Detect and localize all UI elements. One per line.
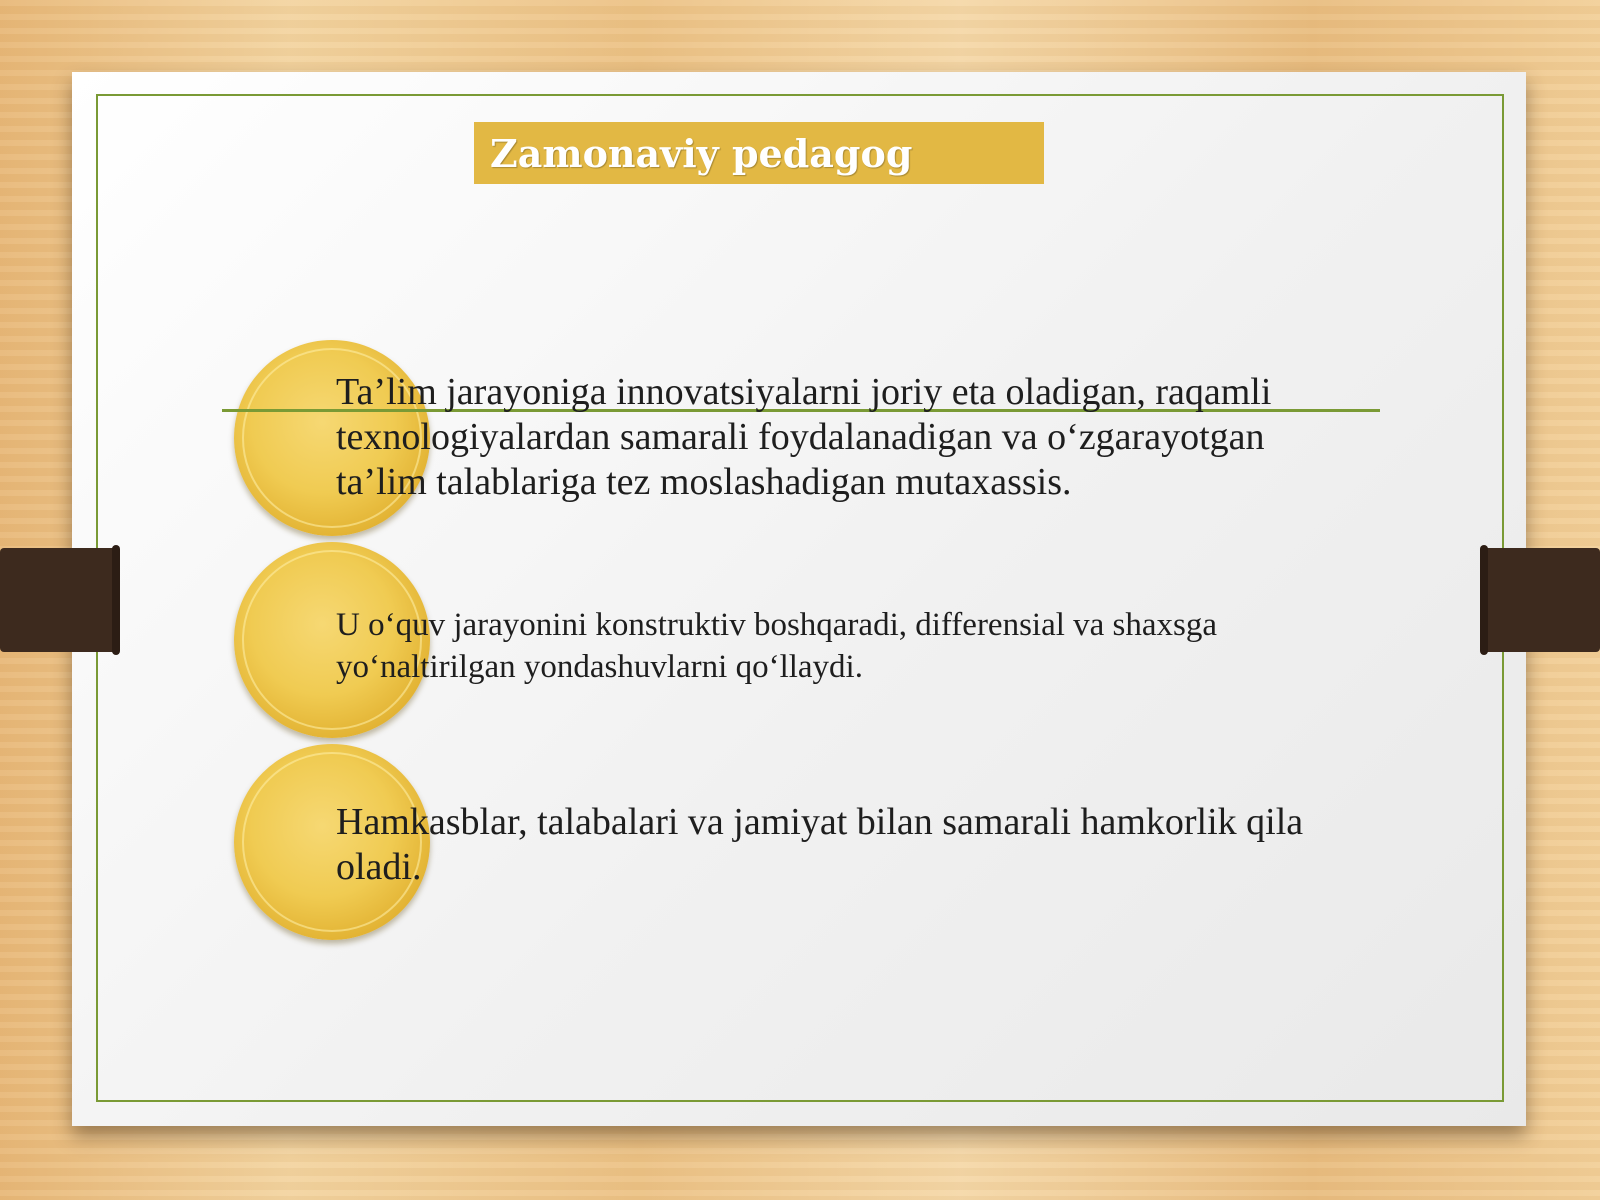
item-2-line-1: U o‘quv jarayonini konstruktiv boshqaradi, differensial va shaxsga [336,607,1218,643]
item-1-line-3: ta’lim talablariga tez moslashadigan mutaxassis. [336,461,1072,503]
item-text-2 [336,604,1217,688]
item-2-line-2: yo‘naltirilgan yondashuvlarni qo‘llaydi. [336,649,863,685]
item-text-3 [336,800,1303,890]
left-binder-clip [0,548,118,652]
item-1-line-2: texnologiyalardan samarali foydalanadigan va o‘zgarayotgan [336,416,1265,458]
item-1-line-1: Ta’lim jarayoniga innovatsiyalarni joriy eta oladigan, raqamli [336,371,1272,413]
slide-title: Zamonaviy pedagog [490,130,913,176]
item-3-line-1: Hamkasblar, talabalari va jamiyat bilan samarali hamkorlik qila [336,801,1304,843]
item-text-1 [336,370,1271,505]
left-clip-edge [112,545,120,655]
title-banner [474,122,1044,184]
right-clip-edge [1480,545,1488,655]
item-3-line-2: oladi. [336,846,422,888]
right-binder-clip [1482,548,1600,652]
